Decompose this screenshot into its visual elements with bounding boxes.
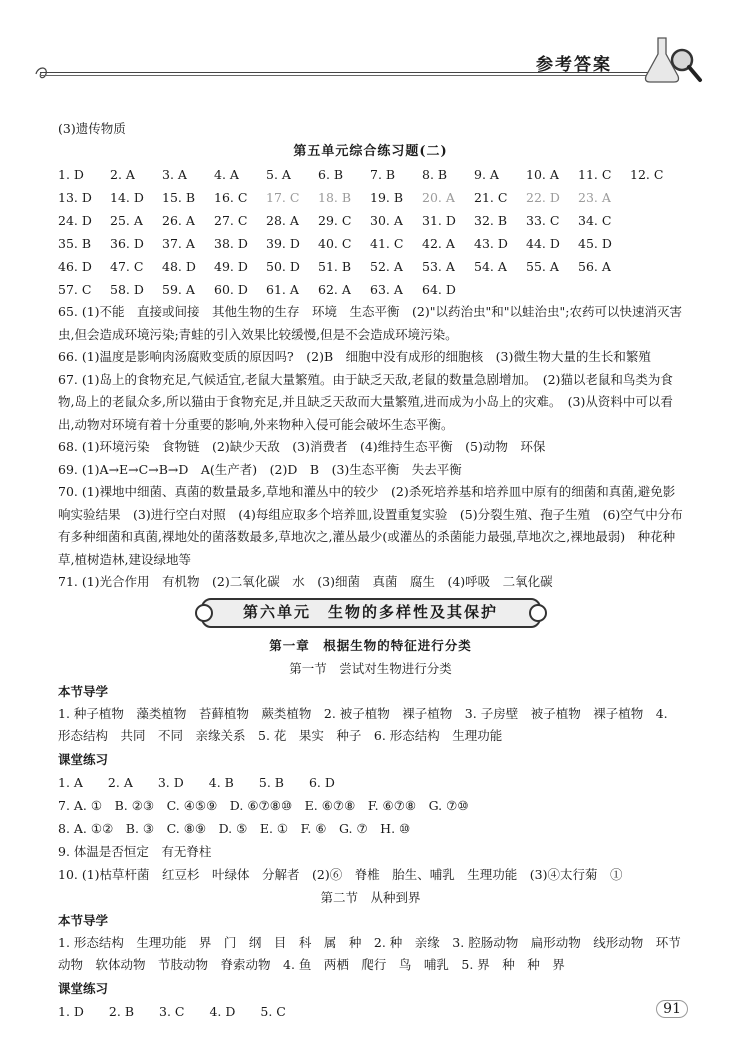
answer-cell: 9. A	[474, 167, 499, 182]
answer-cell: 46. D	[58, 259, 92, 274]
answer-cell: 54. A	[474, 259, 507, 274]
answer-cell: 39. D	[266, 236, 300, 251]
guide-label: 本节导学	[58, 683, 109, 699]
answer-67: 67. (1)岛上的食物充足,气候适宜,老鼠大量繁殖。由于缺乏天敌,老鼠的数量急剧增加。 (2)猫以老鼠和鸟类为食物,岛上的老鼠众多,所以猫由于食物充足,并且缺乏天敌而大量繁殖,进而成为小岛上的灾难。 (3)从资料中可以看出,动物对环境有着十分重要的影响,外来物种入侵可能会破坏生态平衡。	[58, 371, 673, 432]
answer-cell: 17. C	[266, 190, 300, 205]
answer-cell: 63. A	[370, 282, 403, 297]
answer-cell: 15. B	[162, 190, 196, 205]
practice-line: 8. A. ①② B. ③ C. ⑧⑨ D. ⑤ E. ① F. ⑥ G. ⑦ H. ⑩	[58, 820, 411, 836]
answer-69: 69. (1)A→E→C→B→D A(生产者) (2)D B (3)生态平衡 失去平衡	[58, 461, 462, 477]
answer-cell: 29. C	[318, 213, 352, 228]
answer-cell: 62. A	[318, 282, 351, 297]
answer-cell: 2. A	[110, 167, 135, 182]
page-number: 91	[656, 1000, 688, 1018]
practice-line: 9. 体温是否恒定 有无脊柱	[58, 843, 212, 859]
guide-label: 本节导学	[58, 912, 109, 928]
answer-grid	[58, 163, 683, 301]
answer-cell: 20. A	[422, 190, 455, 205]
practice-line: 10. (1)枯草杆菌 红豆杉 叶绿体 分解者 (2)⑥ 脊椎 胎生、哺乳 生理功能 (3)④太行菊 ①	[58, 866, 623, 882]
guide-answers: 1. 形态结构 生理功能 界 门 纲 目 科 属 种 2. 种 亲缘 3. 腔肠动物 扁形动物 线形动物 环节动物 软体动物 节肢动物 脊索动物 4. 鱼 两栖 爬行 鸟 哺乳 5. 界 种 种 界	[58, 934, 681, 972]
answer-cell: 35. B	[58, 236, 92, 251]
answer-70: 70. (1)裸地中细菌、真菌的数量最多,草地和灌丛中的较少 (2)杀死培养基和培养皿中原有的细菌和真菌,避免影响实验结果 (3)进行空白对照 (4)每组应取多个培养皿,设置重复实验 (5)分裂生殖、孢子生殖 (6)空气中分布有多种细菌和真菌,裸地处的菌落数最多,草地次之,灌丛最少(或灌丛的杀菌能力最强,草地次之,裸地最弱) 种花种草,植树造林,建设绿地等	[58, 484, 683, 567]
answer-cell: 40. C	[318, 236, 352, 251]
answer-cell: 45. D	[578, 236, 612, 251]
answer-cell: 23. A	[578, 190, 611, 205]
answer-cell: 30. A	[370, 213, 403, 228]
answer-cell: 41. C	[370, 236, 404, 251]
answer-cell: 34. C	[578, 213, 612, 228]
unit-banner: 第六单元 生物的多样性及其保护	[201, 598, 541, 628]
header-rule-thin	[40, 75, 670, 76]
practice-label: 课堂练习	[58, 980, 109, 996]
answer-cell: 48. D	[162, 259, 196, 274]
answer-cell: 16. C	[214, 190, 248, 205]
answer-cell: 42. A	[422, 236, 455, 251]
answer-cell: 22. D	[526, 190, 560, 205]
answer-line: (3)遗传物质	[58, 121, 126, 136]
answer-content	[58, 117, 683, 1023]
answer-cell: 52. A	[370, 259, 403, 274]
answer-cell: 12. C	[630, 167, 664, 182]
answer-cell: 31. D	[422, 213, 456, 228]
answer-cell: 51. B	[318, 259, 352, 274]
chapter-title: 第一章 根据生物的特征进行分类	[269, 637, 472, 653]
answer-cell: 60. D	[214, 282, 248, 297]
section-heading: 第一节 尝试对生物进行分类	[289, 660, 452, 676]
practice-label: 课堂练习	[58, 751, 109, 767]
swirl-ornament-icon	[34, 64, 52, 82]
answer-row	[58, 163, 683, 186]
answer-cell: 57. C	[58, 282, 92, 297]
answer-row	[58, 209, 683, 232]
header-title: 参考答案	[536, 55, 612, 75]
answer-cell: 14. D	[110, 190, 144, 205]
answer-cell: 47. C	[110, 259, 144, 274]
answer-cell: 59. A	[162, 282, 195, 297]
answer-cell: 32. B	[474, 213, 508, 228]
answer-cell: 49. D	[214, 259, 248, 274]
answer-cell: 27. C	[214, 213, 248, 228]
answer-cell: 56. A	[578, 259, 611, 274]
answer-cell: 61. A	[266, 282, 299, 297]
answer-cell: 3. A	[162, 167, 187, 182]
answer-65: 65. (1)不能 直接或间接 其他生物的生存 环境 生态平衡 (2)"以药治虫"和"以蛙治虫";农药可以快速消灭害虫,但会造成环境污染;青蛙的引入效果比较缓慢,但是不会造成环境污染。	[58, 304, 682, 342]
flask-magnifier-icon	[636, 30, 706, 90]
answer-cell: 8. B	[422, 167, 448, 182]
answer-cell: 1. D	[58, 167, 84, 182]
answer-cell: 43. D	[474, 236, 508, 251]
answer-cell: 25. A	[110, 213, 143, 228]
practice-line: 1. A 2. A 3. D 4. B 5. B 6. D	[58, 774, 335, 790]
answer-cell: 7. B	[370, 167, 396, 182]
answer-cell: 4. A	[214, 167, 239, 182]
answer-cell: 37. A	[162, 236, 195, 251]
answer-cell: 28. A	[266, 213, 299, 228]
answer-row	[58, 255, 683, 278]
answer-cell: 11. C	[578, 167, 612, 182]
answer-cell: 33. C	[526, 213, 560, 228]
practice-line: 1. D 2. B 3. C 4. D 5. C	[58, 1003, 286, 1019]
answer-cell: 36. D	[110, 236, 144, 251]
guide-answers: 1. 种子植物 藻类植物 苔藓植物 蕨类植物 2. 被子植物 裸子植物 3. 子房壁 被子植物 裸子植物 4. 形态结构 共同 不同 亲缘关系 5. 花 果实 种子 6. 形态结构 生理功能	[58, 705, 668, 743]
answer-cell: 18. B	[318, 190, 352, 205]
answer-cell: 58. D	[110, 282, 144, 297]
answer-68: 68. (1)环境污染 食物链 (2)缺少天敌 (3)消费者 (4)维持生态平衡 (5)动物 环保	[58, 439, 546, 454]
answer-cell: 26. A	[162, 213, 195, 228]
section-title: 第五单元综合练习题(二)	[293, 144, 448, 159]
answer-66: 66. (1)温度是影响肉汤腐败变质的原因吗? (2)B 细胞中没有成形的细胞核 (3)微生物大量的生长和繁殖	[58, 349, 651, 364]
answer-cell: 24. D	[58, 213, 92, 228]
answer-row	[58, 278, 683, 301]
practice-line: 7. A. ① B. ②③ C. ④⑤⑨ D. ⑥⑦⑧⑩ E. ⑥⑦⑧ F. ⑥⑦⑧ G. ⑦⑩	[58, 797, 469, 813]
answer-cell: 5. A	[266, 167, 291, 182]
answer-cell: 44. D	[526, 236, 560, 251]
answer-cell: 21. C	[474, 190, 508, 205]
answer-row	[58, 186, 683, 209]
answer-cell: 50. D	[266, 259, 300, 274]
section-heading: 第二节 从种到界	[320, 889, 421, 905]
answer-row	[58, 232, 683, 255]
answer-cell: 6. B	[318, 167, 344, 182]
answer-cell: 19. B	[370, 190, 404, 205]
page-header	[0, 40, 744, 110]
answer-cell: 38. D	[214, 236, 248, 251]
answer-cell: 64. D	[422, 282, 456, 297]
answer-71: 71. (1)光合作用 有机物 (2)二氧化碳 水 (3)细菌 真菌 腐生 (4)呼吸 二氧化碳	[58, 574, 553, 589]
answer-cell: 10. A	[526, 167, 559, 182]
answer-cell: 53. A	[422, 259, 455, 274]
answer-cell: 13. D	[58, 190, 92, 205]
answer-cell: 55. A	[526, 259, 559, 274]
